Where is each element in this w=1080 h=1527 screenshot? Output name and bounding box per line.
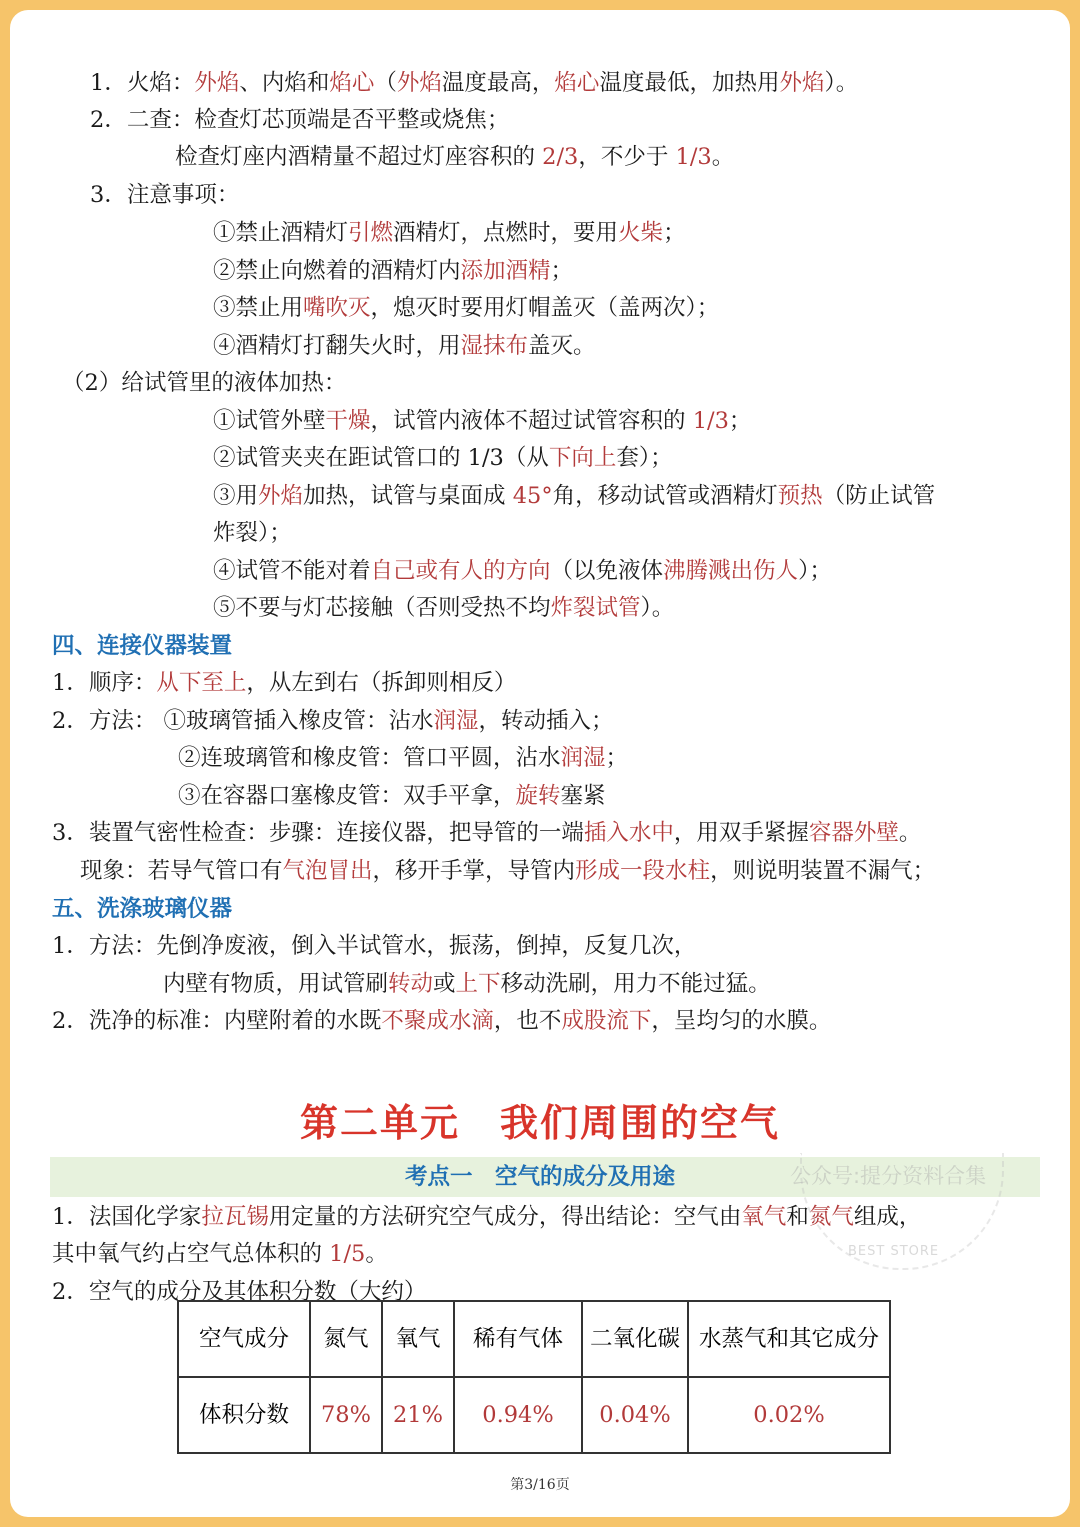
table-cell: 体积分数 [178, 1377, 310, 1453]
document-page [10, 10, 1070, 1517]
text-line: ④酒精灯打翻失火时，用湿抹布盖灭。 [213, 333, 596, 359]
table-row [178, 1301, 890, 1377]
text-line: ③禁止用嘴吹灭，熄灭时要用灯帽盖灭（盖两次）； [213, 295, 720, 321]
kaodian-title: 考点一 空气的成分及用途 [404, 1164, 675, 1190]
text-line: 2．二查：检查灯芯顶端是否平整或烧焦； [90, 107, 510, 133]
text-line: 检查灯座内酒精量不超过灯座容积的 2/3，不少于 1/3。 [175, 144, 735, 170]
table-cell: 空气成分 [178, 1301, 310, 1377]
text-line: ①禁止酒精灯引燃酒精灯，点燃时，要用火柴； [213, 220, 686, 246]
text-line: 1．方法：先倒净废液，倒入半试管水，振荡，倒掉，反复几次， [52, 933, 697, 959]
text-line: 内壁有物质，用试管刷转动或上下移动洗刷，用力不能过猛。 [163, 971, 771, 997]
table-cell: 氮气 [310, 1301, 382, 1377]
table-cell: 0.02% [688, 1377, 890, 1453]
text-line: ②禁止向燃着的酒精灯内添加酒精； [213, 258, 574, 284]
text-line: ①试管外壁干燥，试管内液体不超过试管容积的 1/3； [213, 408, 752, 434]
text-line: ②试管夹夹在距试管口的 1/3（从下向上套）； [213, 445, 673, 471]
text-line: 其中氧气约占空气总体积的 1/5。 [52, 1241, 388, 1267]
text-line: 1．法国化学家拉瓦锡用定量的方法研究空气成分，得出结论：空气由氧气和氮气组成， [52, 1204, 922, 1230]
table-cell: 21% [382, 1377, 454, 1453]
table-cell: 0.04% [582, 1377, 688, 1453]
text-line: 2．空气的成分及其体积分数（大约） [52, 1279, 427, 1305]
text-line: ⑤不要与灯芯接触（否则受热不均炸裂试管）。 [213, 595, 675, 621]
section-heading: 五、洗涤玻璃仪器 [52, 896, 233, 922]
table-cell: 二氧化碳 [582, 1301, 688, 1377]
watermark-text: 公众号:提分资料合集 [790, 1164, 987, 1188]
text-line: ③用外焰加热，试管与桌面成 45°角，移动试管或酒精灯预热（防止试管 [213, 483, 936, 509]
table-cell: 78% [310, 1377, 382, 1453]
text-line: ②连玻璃管和橡皮管：管口平圆，沾水润湿； [178, 745, 629, 771]
text-line: 1．火焰：外焰、内焰和焰心（外焰温度最高，焰心温度最低，加热用外焰）。 [90, 70, 859, 96]
text-line: ④试管不能对着自己或有人的方向（以免液体沸腾溅出伤人）； [213, 558, 832, 584]
section-heading: 四、连接仪器装置 [52, 633, 233, 659]
text-line: 2．洗净的标准：内壁附着的水既不聚成水滴，也不成股流下，呈均匀的水膜。 [52, 1008, 832, 1034]
text-line: ③在容器口塞橡皮管：双手平拿，旋转塞紧 [178, 783, 606, 809]
text-line: 3．装置气密性检查：步骤：连接仪器，把导管的一端插入水中，用双手紧握容器外壁。 [52, 820, 922, 846]
page-number: 第3/16页 [510, 1477, 570, 1493]
text-line: （2）给试管里的液体加热： [62, 370, 347, 396]
table-cell: 氧气 [382, 1301, 454, 1377]
text-line: 3．注意事项： [90, 182, 240, 208]
text-line: 炸裂）； [213, 520, 292, 546]
unit-title: 第二单元 我们周围的空气 [299, 1101, 780, 1145]
table-cell: 稀有气体 [454, 1301, 582, 1377]
air-composition-table [177, 1300, 891, 1454]
text-line: 现象：若导气管口有气泡冒出，移开手掌，导管内形成一段水柱，则说明装置不漏气； [80, 858, 936, 884]
table-cell: 0.94% [454, 1377, 582, 1453]
table-row [178, 1377, 890, 1453]
text-line: 2．方法： ①玻璃管插入橡皮管：沾水润湿，转动插入； [52, 708, 614, 734]
table-cell: 水蒸气和其它成分 [688, 1301, 890, 1377]
text-line: 1．顺序：从下至上，从左到右（拆卸则相反） [52, 670, 517, 696]
watermark [760, 1148, 1040, 1278]
watermark-subtext: BEST STORE [848, 1244, 940, 1259]
